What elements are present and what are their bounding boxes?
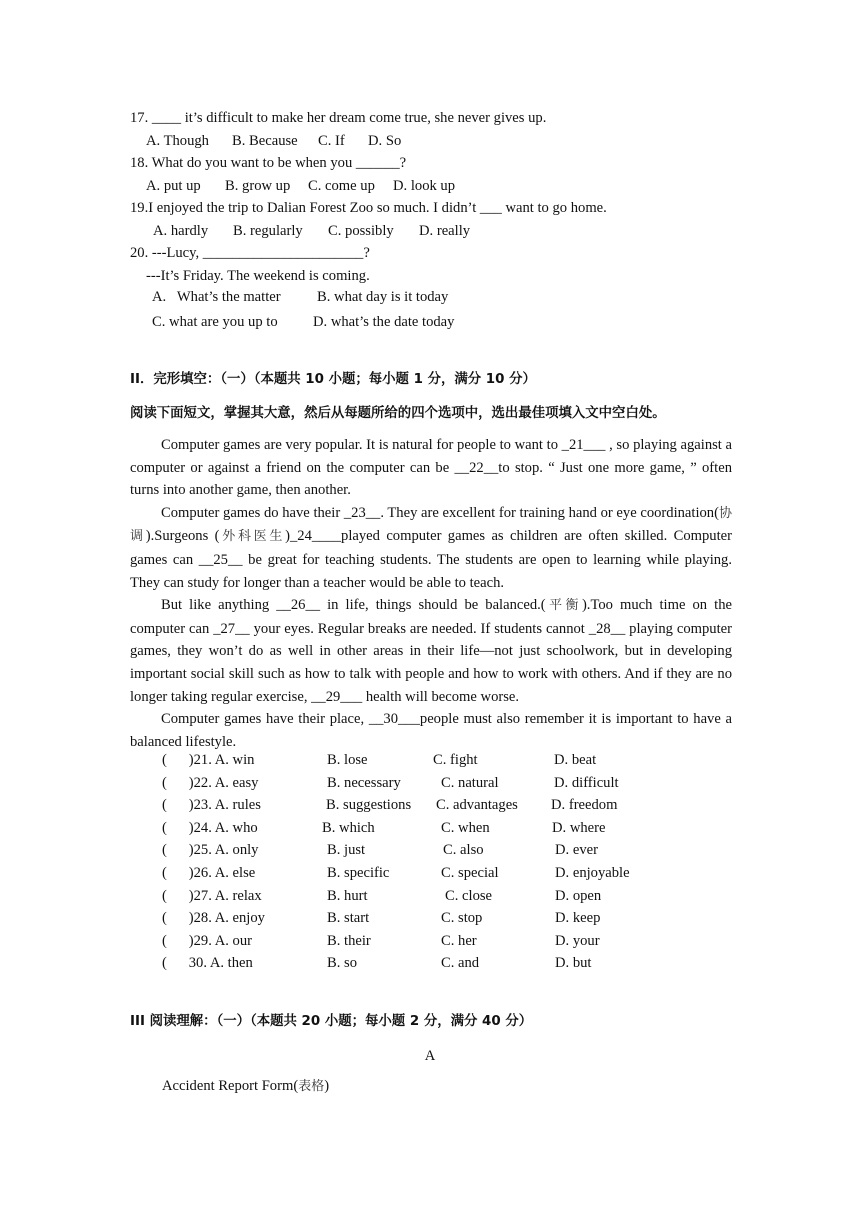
reading-part-label: A xyxy=(424,1048,436,1064)
cloze-paragraph-2-gloss-1: 协调 xyxy=(130,505,732,545)
cloze-paragraph-1: Computer games are very popular. It is natural for people to want to _21___ , so playing against a computer or against a friend on the computer can be __22__to stop. “ Just one more game, ” often turns into another game, then another. xyxy=(130,437,732,499)
question-17-option-a: A. Though xyxy=(146,133,209,149)
answer-option-c: C. natural xyxy=(441,774,499,791)
question-19-option-a: A. hardly xyxy=(153,223,209,239)
answer-option-d: D. where xyxy=(552,819,606,836)
question-19-option-d: D. really xyxy=(419,223,471,239)
answer-option-b: B. hurt xyxy=(327,887,368,904)
question-18-stem: 18. What do you want to be when you ______? xyxy=(130,155,407,171)
answer-row-question: ( )24. A. who xyxy=(162,819,258,836)
answer-row-question: ( 30. A. then xyxy=(162,955,253,972)
answer-option-d: D. keep xyxy=(555,910,601,927)
question-19-stem: 19.I enjoyed the trip to Dalian Forest Zoo so much. I didn’t ___ want to go home. xyxy=(130,200,607,216)
answer-option-c: C. and xyxy=(441,955,480,972)
answer-option-c: C. stop xyxy=(441,910,483,927)
answer-row-question: ( )27. A. relax xyxy=(162,887,262,904)
answer-row-question: ( )26. A. else xyxy=(162,865,256,881)
question-18-option-d: D. look up xyxy=(393,178,456,194)
cloze-paragraph-4: Computer games have their place, __30___people must also remember it is important to have a balanced lifestyle. xyxy=(130,711,732,750)
cloze-paragraph-2-part-b: ).Surgeons ( xyxy=(145,528,220,545)
cloze-passage xyxy=(130,434,732,753)
cloze-paragraph-2-part-c: )_24____played computer games as children are often skilled. Computer games can __25__ be great for teaching students. The students are open to learning while playing. They can study for longer than a teacher would be able to teach. xyxy=(130,528,732,591)
answer-row-question: ( )25. A. only xyxy=(162,842,259,859)
cloze-paragraph-2-part-a: Computer games do have their _23__. They are excellent for training hand or eye coordination( xyxy=(161,504,719,521)
cloze-paragraph-3-part-b: ).Too much time on the computer can _27__ your eyes. Regular breaks are needed. If students cannot _28__ playing computer games, they won’t do as well in other areas in their life—not just schoolwork, but in developing important social skill such as how to talk with people and how to work with others. And if they are no longer taking regular exercise, __29___ health will become worse. xyxy=(130,597,733,705)
answer-option-c: C. her xyxy=(441,932,477,949)
question-17-option-d: D. So xyxy=(368,133,402,149)
question-20-stem: 20. ---Lucy, ______________________? xyxy=(130,245,370,261)
question-20-reply: ---It’s Friday. The weekend is coming. xyxy=(146,268,370,284)
answer-option-b: B. just xyxy=(327,842,366,859)
answer-option-c: C. advantages xyxy=(436,797,518,814)
question-19-option-b: B. regularly xyxy=(233,223,303,239)
question-17-option-c: C. If xyxy=(318,133,345,149)
answer-option-b: B. specific xyxy=(327,865,390,881)
answer-option-d: D. but xyxy=(555,955,592,972)
answer-option-b: B. which xyxy=(322,819,375,836)
question-19-option-c: C. possibly xyxy=(328,223,394,239)
answer-option-c: C. when xyxy=(441,819,490,836)
answer-option-d: D. freedom xyxy=(551,797,618,814)
section-2-heading: II．完形填空：（一）（本题共 10 小题；每小题 1 分，满分 10 分） xyxy=(130,372,536,387)
answer-option-d: D. open xyxy=(555,887,602,904)
answer-option-b: B. suggestions xyxy=(326,797,412,814)
section-3-heading: III 阅读理解：（一）（本题共 20 小题；每小题 2 分，满分 40 分） xyxy=(130,1014,533,1029)
answer-option-d: D. enjoyable xyxy=(555,865,630,881)
question-20-option-b: B. what day is it today xyxy=(317,289,449,305)
cloze-paragraph-3 xyxy=(130,594,732,708)
answer-option-b: B. lose xyxy=(327,752,368,768)
question-20-option-c: C. what are you up to xyxy=(152,314,278,330)
question-20-option-a: A. What’s the matter xyxy=(152,289,281,305)
question-20-option-d: D. what’s the date today xyxy=(313,314,455,330)
answer-option-d: D. difficult xyxy=(554,774,619,791)
accident-report-title xyxy=(162,1076,329,1097)
answer-option-c: C. fight xyxy=(433,752,478,768)
question-18-option-a: A. put up xyxy=(146,178,201,194)
answer-option-b: B. necessary xyxy=(327,774,401,791)
question-18-option-c: C. come up xyxy=(308,178,375,194)
question-17-stem: 17. ____ it’s difficult to make her dream come true, she never gives up. xyxy=(130,110,547,126)
cloze-paragraph-2-gloss-2: 外科医生 xyxy=(219,529,286,545)
answer-row-question: ( )29. A. our xyxy=(162,932,252,949)
accident-report-title-en: Accident Report Form( xyxy=(162,1078,299,1094)
answer-row-question: ( )22. A. easy xyxy=(162,774,259,791)
cloze-paragraph-2 xyxy=(130,502,732,594)
accident-report-title-cn: 表格 xyxy=(298,1079,325,1094)
cloze-paragraph-3-part-a: But like anything __26__ in life, things should be balanced.( xyxy=(161,597,546,614)
answer-option-b: B. start xyxy=(327,910,370,927)
answer-row-question: ( )21. A. win xyxy=(162,752,255,768)
answer-row-question: ( )23. A. rules xyxy=(162,797,261,814)
answer-row-question: ( )28. A. enjoy xyxy=(162,910,265,927)
question-17-option-b: B. Because xyxy=(232,133,298,149)
answer-option-c: C. special xyxy=(441,865,499,881)
section-2-instruction: 阅读下面短文，掌握其大意，然后从每题所给的四个选项中，选出最佳项填入文中空白处。 xyxy=(130,406,666,421)
answer-option-d: D. your xyxy=(555,932,600,949)
question-18-option-b: B. grow up xyxy=(225,178,291,194)
accident-report-title-end: ) xyxy=(324,1078,330,1094)
answer-option-d: D. beat xyxy=(554,752,597,768)
answer-option-d: D. ever xyxy=(555,842,598,859)
cloze-paragraph-3-gloss: 平衡 xyxy=(545,598,582,614)
answer-option-b: B. so xyxy=(327,955,358,972)
answer-option-c: C. close xyxy=(445,887,493,904)
answer-option-b: B. their xyxy=(327,932,371,949)
answer-option-c: C. also xyxy=(443,842,484,859)
